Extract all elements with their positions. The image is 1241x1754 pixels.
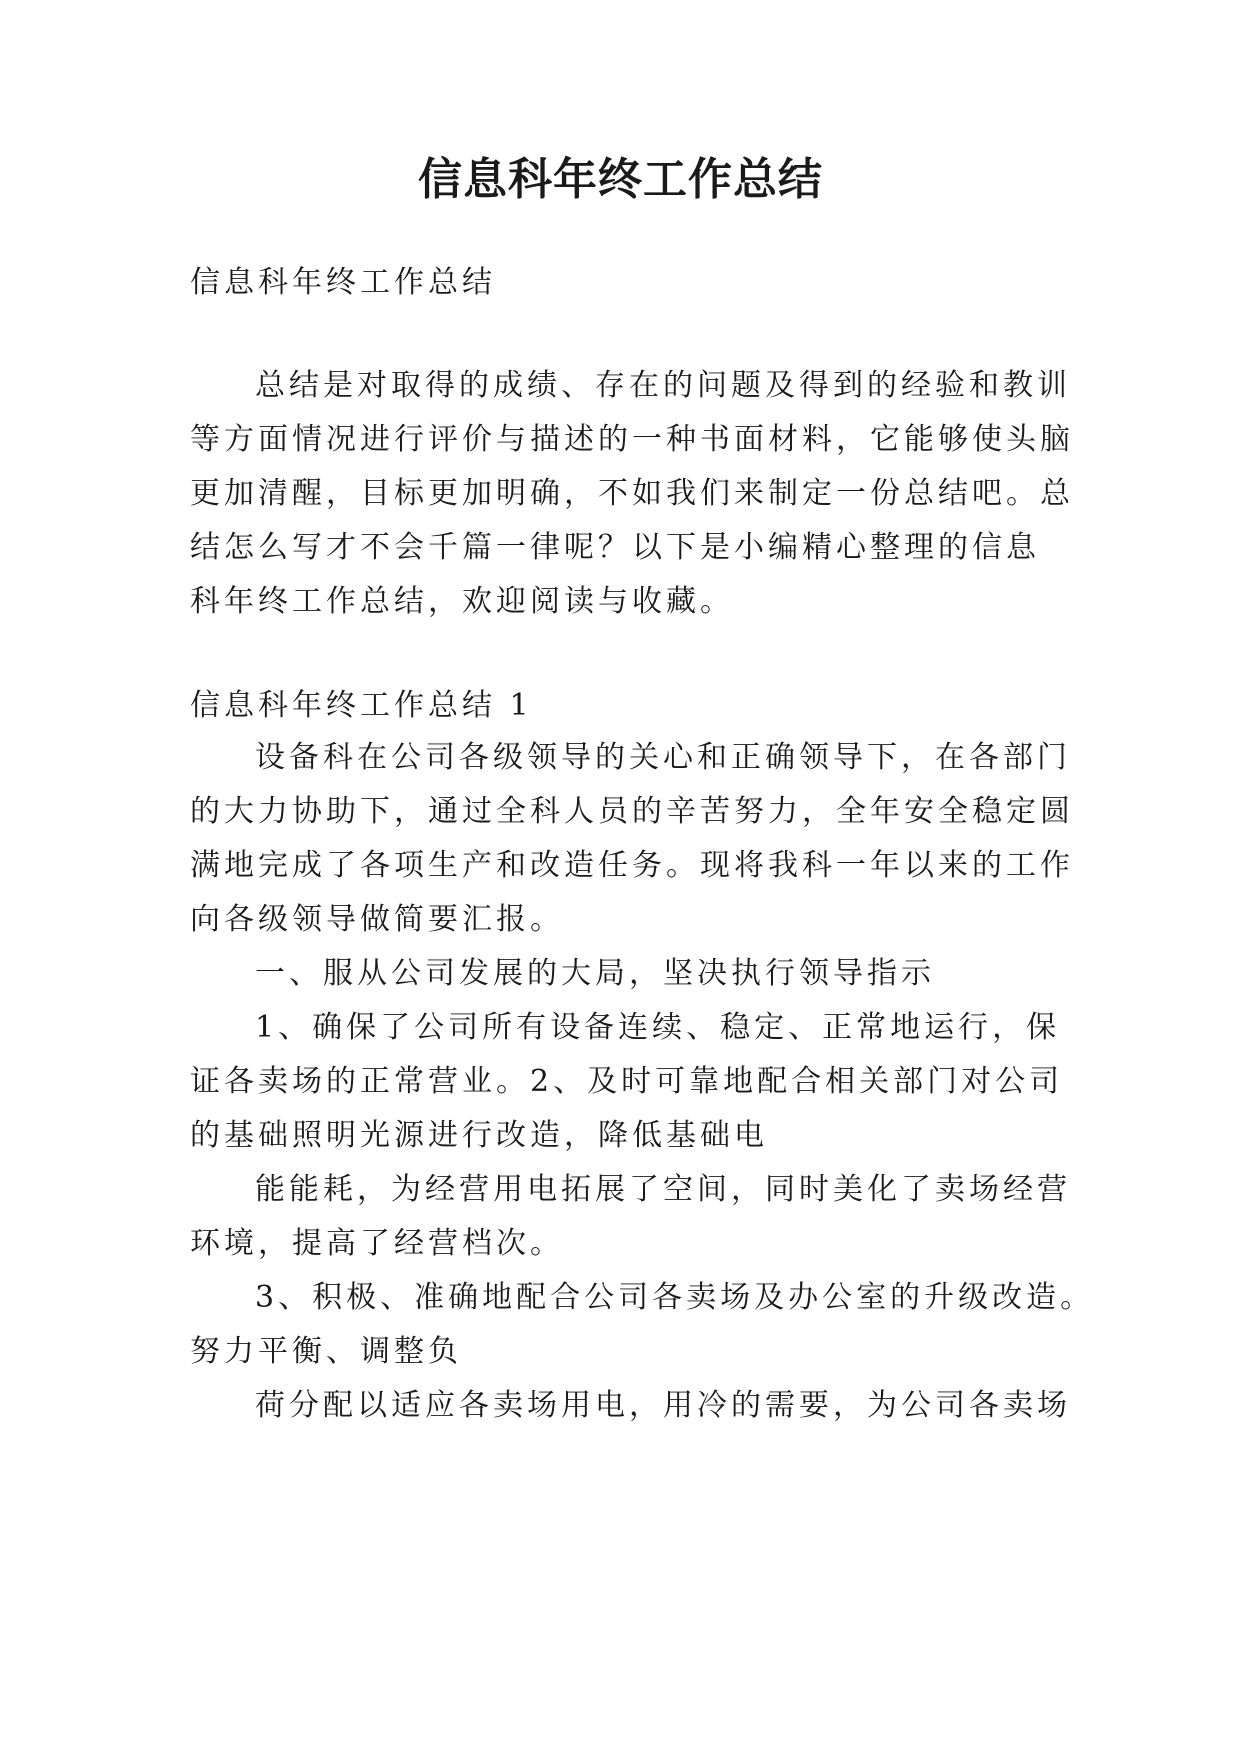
- intro-line: 更加清醒，目标更加明确，不如我们来制定一份总结吧。总: [190, 476, 1074, 511]
- body-line: 1、确保了公司所有设备连续、稳定、正常地运行，保: [255, 1010, 1061, 1045]
- body-line: 证各卖场的正常营业。2、及时可靠地配合相关部门对公司: [190, 1064, 1064, 1099]
- intro-line: 结怎么写才不会千篇一律呢？以下是小编精心整理的信息: [190, 530, 1040, 565]
- body-line: 满地完成了各项生产和改造任务。现将我科一年以来的工作: [190, 848, 1074, 883]
- body-line: 设备科在公司各级领导的关心和正确领导下，在各部门: [255, 740, 1071, 775]
- body-line: 3、积极、准确地配合公司各卖场及办公室的升级改造。: [255, 1280, 1095, 1315]
- body-line: 一、服从公司发展的大局，坚决执行领导指示: [255, 956, 935, 991]
- document-title: 信息科年终工作总结: [418, 154, 823, 205]
- intro-line: 等方面情况进行评价与描述的一种书面材料，它能够使头脑: [190, 422, 1074, 457]
- body-line: 能能耗，为经营用电拓展了空间，同时美化了卖场经营: [255, 1172, 1071, 1207]
- intro-line: 科年终工作总结，欢迎阅读与收藏。: [190, 584, 734, 619]
- body-line: 环境，提高了经营档次。: [190, 1226, 564, 1261]
- subtitle-line: 信息科年终工作总结: [190, 265, 496, 300]
- body-line: 向各级领导做简要汇报。: [190, 902, 564, 937]
- body-line: 的大力协助下，通过全科人员的辛苦努力，全年安全稳定圆: [190, 794, 1074, 829]
- body-line: 荷分配以适应各卖场用电，用冷的需要，为公司各卖场: [255, 1388, 1071, 1423]
- body-line: 努力平衡、调整负: [190, 1334, 462, 1369]
- intro-line: 总结是对取得的成绩、存在的问题及得到的经验和教训: [255, 368, 1071, 403]
- section-heading: 信息科年终工作总结 1: [190, 688, 533, 723]
- body-line: 的基础照明光源进行改造，降低基础电: [190, 1118, 768, 1153]
